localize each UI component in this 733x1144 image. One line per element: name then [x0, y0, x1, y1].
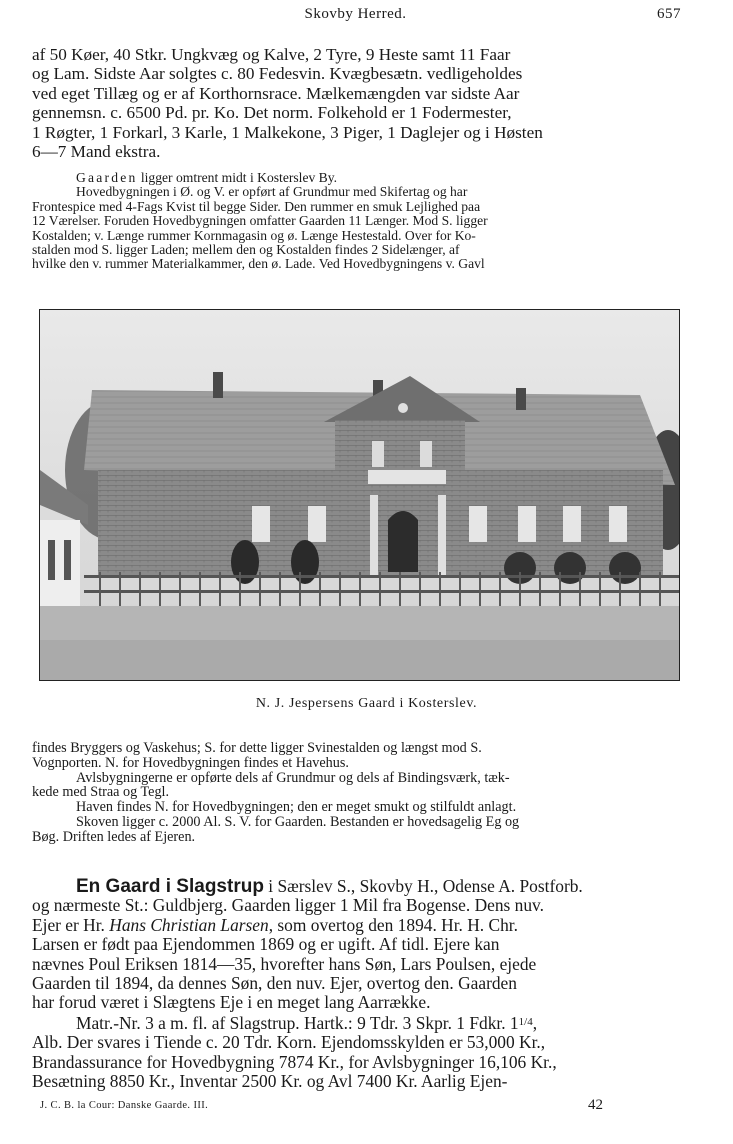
- text-fragment: ligger omtrent midt i Kosterslev By.: [137, 171, 338, 185]
- text-line: nævnes Poul Eriksen 1814—35, hvorefter hans Søn, Lars Poulsen, ejede: [32, 954, 537, 974]
- text-line: 12 Værelser. Foruden Hovedbygningen omfatter Gaarden 11 Længer. Mod S. ligger: [32, 214, 488, 229]
- signature-number: 42: [588, 1097, 603, 1113]
- farm-entry: [32, 877, 682, 1091]
- fraction: 1/4: [518, 1015, 533, 1028]
- text-line: Matr.-Nr. 3 a m. fl. af Slagstrup. Hartk.: 9 Tdr. 3 Skpr. 1 Fdkr. $1^{1/4}$,: [76, 1012, 538, 1033]
- description-paragraph: [32, 171, 682, 272]
- photo-caption: N. J. Jespersens Gaard i Kosterslev.: [255, 696, 478, 711]
- farmhouse-illustration: [40, 310, 679, 680]
- text-line: Skoven ligger c. 2000 Al. S. V. for Gaarden. Bestanden er hovedsagelig Eg og: [76, 814, 520, 830]
- text-line: Kostalden; v. Længe rummer Kornmagasin og ø. Længe Hestestald. Over for Ko-: [32, 228, 476, 243]
- text-line: hvilke den v. rummer Materialkammer, den ø. Lade. Ved Hovedbygningens v. Gavl: [32, 257, 485, 272]
- text-line: kede med Straa og Tegl.: [32, 785, 170, 801]
- text-line: [32, 171, 682, 185]
- running-title: Skovby Herred.: [304, 6, 407, 22]
- text-fragment: i Særslev S., Skovby H., Odense A. Postforb.: [263, 877, 583, 896]
- text-line: Larsen er født paa Ejendommen 1869 og er ugift. Af tidl. Ejere kan: [32, 935, 500, 955]
- text-line: 1 Røgter, 1 Forkarl, 3 Karle, 1 Malkekone, 3 Piger, 1 Daglejer og i Høsten: [32, 122, 543, 142]
- text-line: gennemsn. c. 6500 Pd. pr. Ko. Det norm. Folkehold er 1 Fodermester,: [32, 103, 512, 123]
- text-line: og Lam. Sidste Aar solgtes c. 80 Fedesvin. Kvægbesætn. vedligeholdes: [32, 64, 523, 84]
- text-fragment: Ejer er Hr.: [32, 915, 110, 935]
- text-line: Avlsbygningerne er opførte dels af Grundmur og dels af Bindingsværk, tæk-: [76, 770, 510, 786]
- text-fragment: Matr.-Nr. 3 a m. fl. af Slagstrup. Hartk.: 9 Tdr. 3 Skpr. 1 Fdkr. 1: [76, 1012, 519, 1033]
- text-line: Alb. Der svares i Tiende c. 20 Tdr. Korn. Ejendomsskylden er 53,000 Kr.,: [32, 1033, 546, 1053]
- page-footer: [40, 1097, 693, 1120]
- text-line: Haven findes N. for Hovedbygningen; den er meget smukt og stilfuldt anlagt.: [76, 800, 517, 815]
- text-fragment: , som overtog den 1894. Hr. H. Chr.: [268, 915, 518, 935]
- text-line: af 50 Køer, 40 Stkr. Ungkvæg og Kalve, 2 Tyre, 9 Heste samt 11 Faar: [32, 45, 511, 64]
- book-reference: J. C. B. la Cour: Danske Gaarde. III.: [40, 1100, 209, 1111]
- running-header: [30, 6, 681, 26]
- text-line: Bøg. Driften ledes af Ejeren.: [32, 829, 196, 845]
- farmhouse-photo: [39, 309, 680, 681]
- intro-paragraph: [32, 45, 682, 161]
- continuation-paragraph: [32, 741, 682, 845]
- text-line: Frontespice med 4-Fags Kvist til begge Sider. Den rummer en smuk Lejlighed paa: [32, 199, 481, 214]
- text-line: Hovedbygningen i Ø. og V. er opført af Grundmur med Skifertag og har: [76, 185, 468, 200]
- text-line: Gaarden til 1894, da dennes Søn, den nuv. Ejer, overtog den. Gaarden: [32, 974, 517, 994]
- text-line: [32, 916, 682, 935]
- text-line: findes Bryggers og Vaskehus; S. for dette ligger Svinestalden og længst mod S.: [32, 741, 482, 756]
- page-number: 657: [657, 6, 681, 22]
- text-line: og nærmeste St.: Guldbjerg. Gaarden ligger 1 Mil fra Bogense. Dens nuv.: [32, 896, 544, 916]
- spaced-keyword: Gaarden: [76, 171, 138, 185]
- text-line: [32, 877, 682, 896]
- entry-heading: En Gaard i Slagstrup: [76, 877, 264, 897]
- text-line: 6—7 Mand ekstra.: [32, 142, 161, 162]
- text-line: stalden mod S. ligger Laden; mellem den og Kostalden findes 2 Sidelænger, af: [32, 243, 460, 258]
- text-line: Besætning 8850 Kr., Inventar 2500 Kr. og Avl 7400 Kr. Aarlig Ejen-: [32, 1072, 508, 1092]
- text-line: ved eget Tillæg og er af Korthornsrace. Mælkemængden var sidste Aar: [32, 83, 520, 103]
- text-line: Vognporten. N. for Hovedbygningen findes et Havehus.: [32, 755, 349, 771]
- owner-name: Hans Christian Larsen: [109, 915, 269, 935]
- text-line: har forud været i Slægtens Eje i en meget lang Aarrække.: [32, 993, 431, 1013]
- text-line: Brandassurance for Hovedbygning 7874 Kr., for Avlsbygninger 16,106 Kr.,: [32, 1052, 557, 1072]
